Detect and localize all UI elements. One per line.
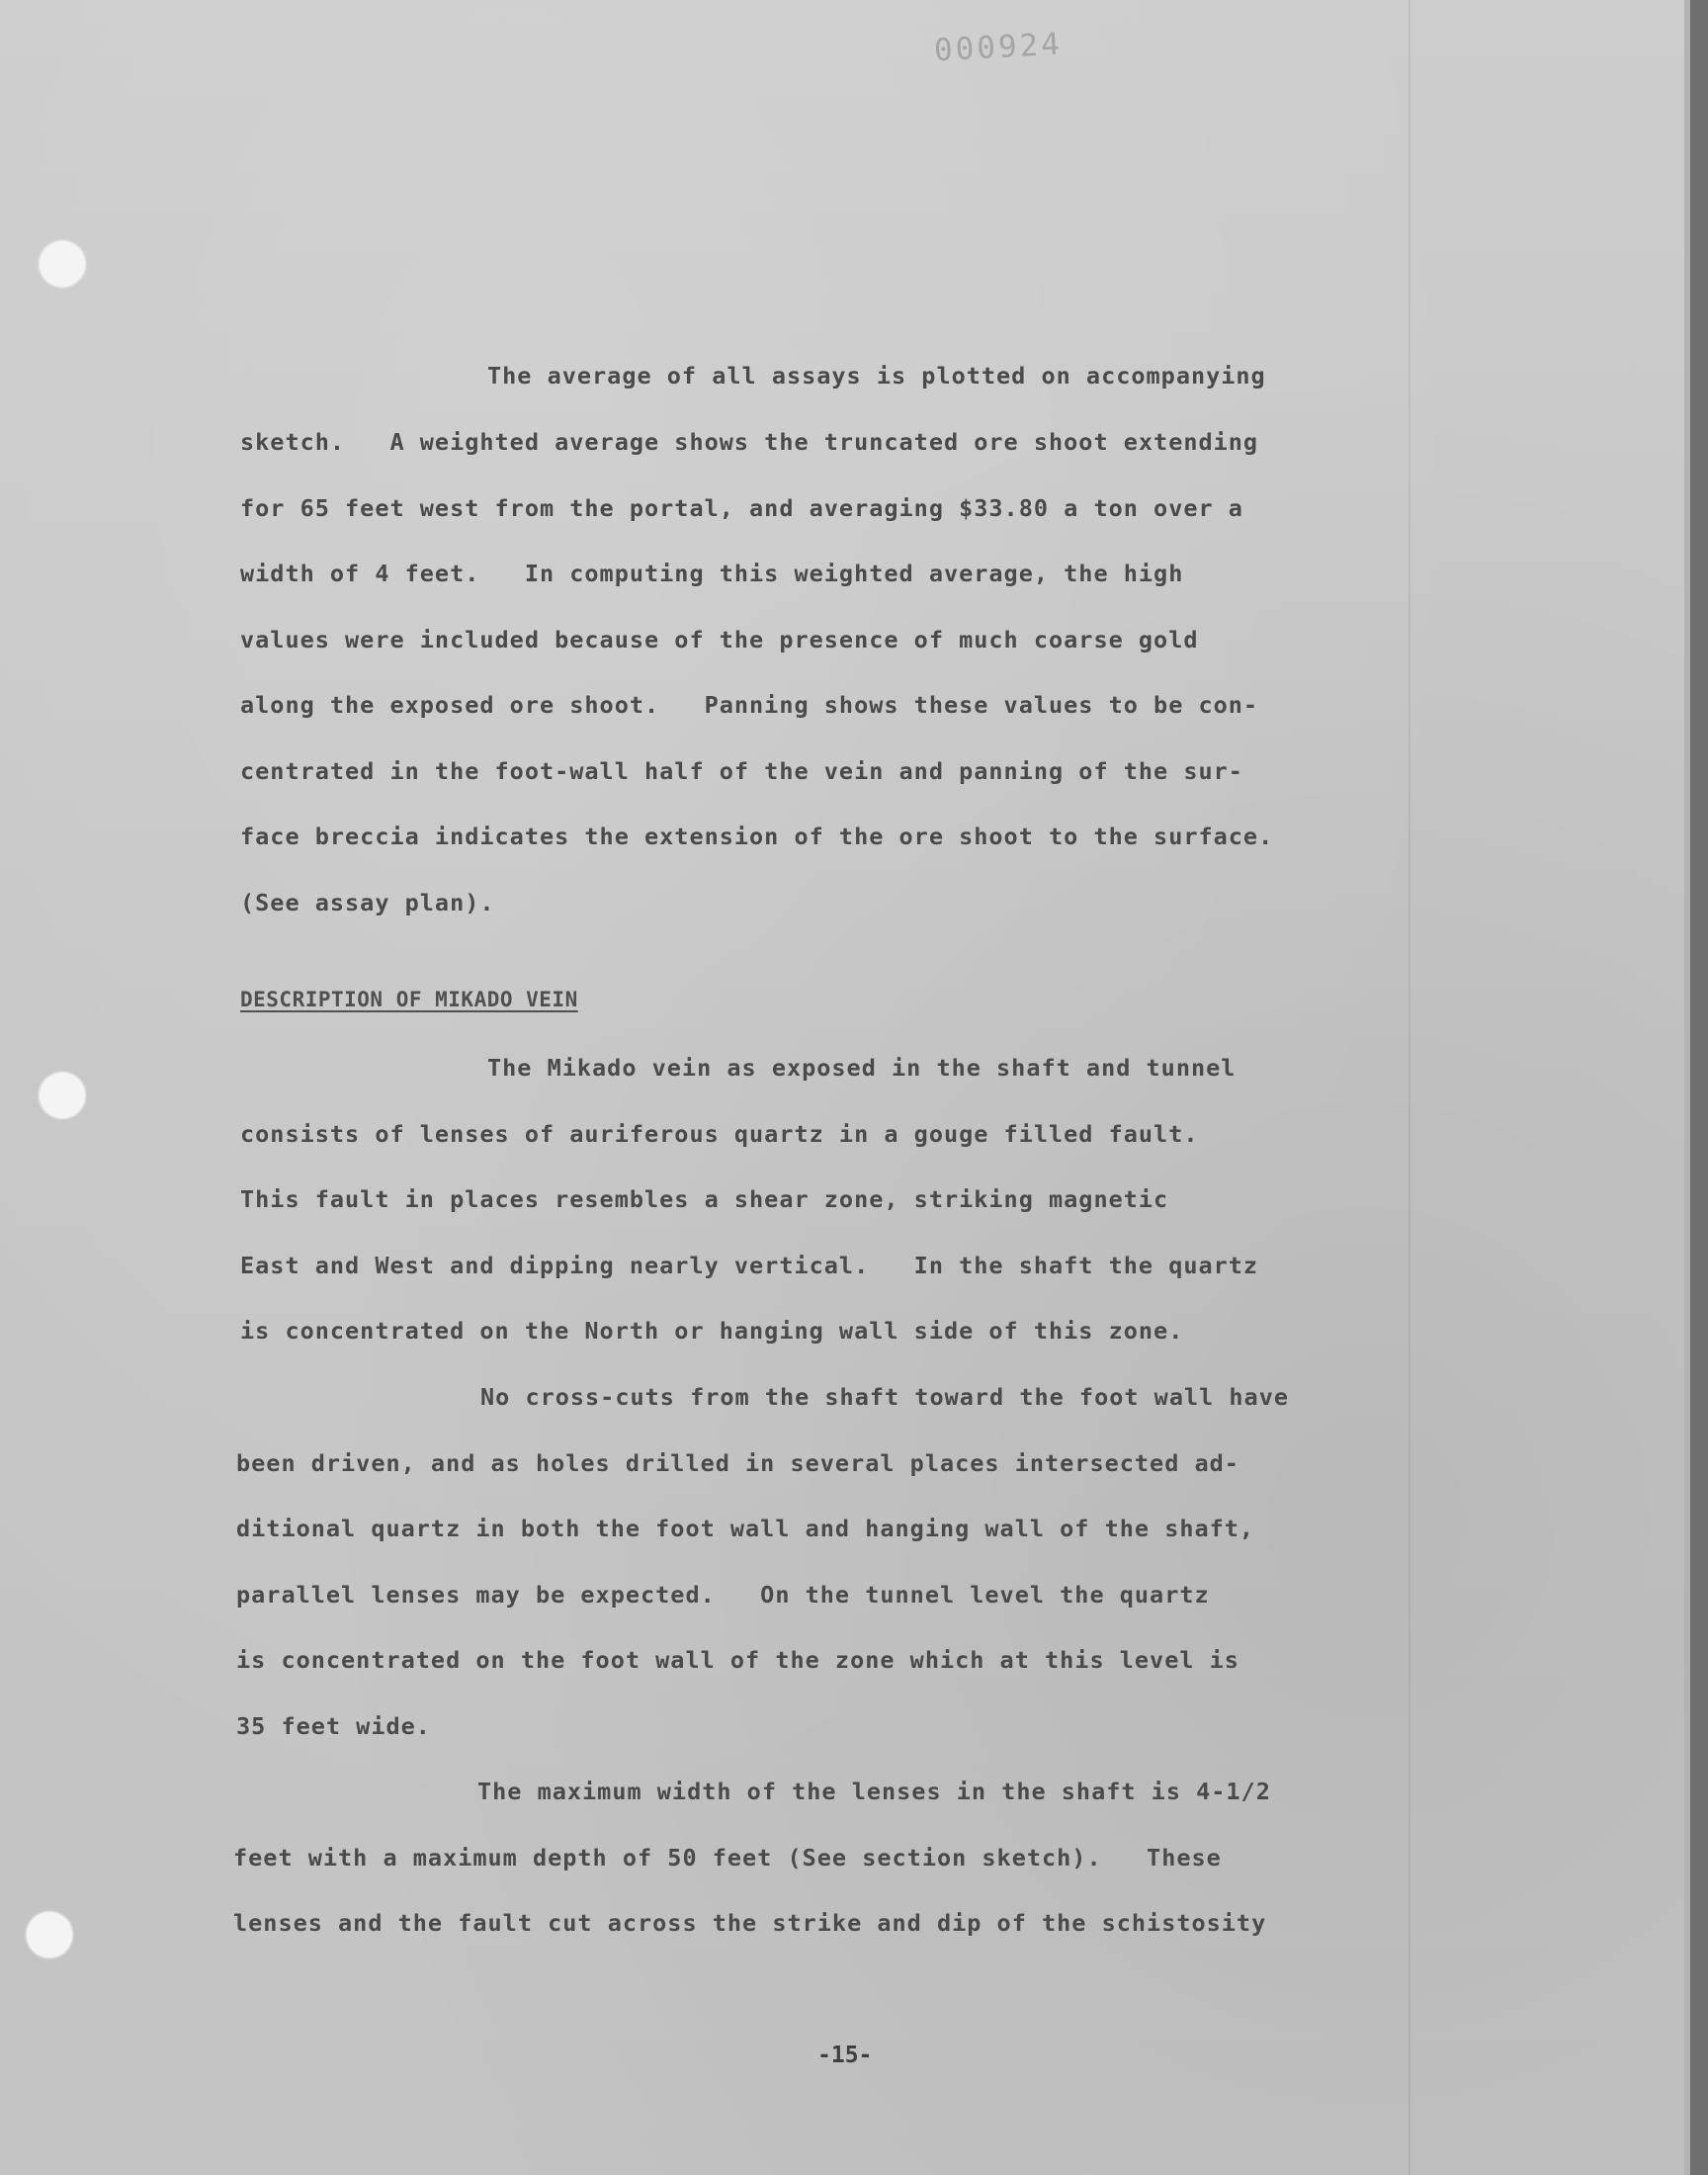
page-number: -15- <box>817 2043 873 2068</box>
text-line: is concentrated on the North or hanging wall side of this zone. <box>240 1317 1184 1345</box>
text-line: East and West and dipping nearly vertical. In the shaft the quartz <box>240 1252 1259 1279</box>
text-line: The average of all assays is plotted on accompanying <box>487 362 1266 390</box>
text-line: is concentrated on the foot wall of the zone which at this level is <box>236 1646 1239 1674</box>
text-line: face breccia indicates the extension of the ore shoot to the surface. <box>240 823 1274 850</box>
text-line: lenses and the fault cut across the strike and dip of the schistosity <box>233 1909 1267 1937</box>
punch-hole <box>27 1912 72 1958</box>
text-line: for 65 feet west from the portal, and averaging $33.80 a ton over a <box>240 494 1243 522</box>
text-line: feet with a maximum depth of 50 feet (See section sketch). These <box>233 1844 1222 1871</box>
text-line: parallel lenses may be expected. On the tunnel level the quartz <box>236 1581 1210 1609</box>
text-line: width of 4 feet. In computing this weighted average, the high <box>240 560 1184 587</box>
page-edge <box>1690 0 1708 2175</box>
text-line: (See assay plan). <box>240 889 495 916</box>
text-line: consists of lenses of auriferous quartz in a gouge filled fault. <box>240 1120 1199 1148</box>
text-line: along the exposed ore shoot. Panning shows these values to be con- <box>240 691 1259 719</box>
text-line: No cross-cuts from the shaft toward the foot wall have <box>480 1383 1290 1411</box>
document-stamp-number: 000924 <box>933 26 1064 69</box>
text-line: sketch. A weighted average shows the truncated ore shoot extending <box>240 428 1259 456</box>
punch-hole <box>40 241 85 287</box>
text-line: The maximum width of the lenses in the shaft is 4-1/2 <box>477 1778 1271 1805</box>
punch-hole <box>40 1073 85 1118</box>
text-line: The Mikado vein as exposed in the shaft and tunnel <box>487 1054 1237 1082</box>
text-line: been driven, and as holes drilled in several places intersected ad- <box>236 1449 1239 1477</box>
section-heading: DESCRIPTION OF MIKADO VEIN <box>240 988 578 1011</box>
text-line: 35 feet wide. <box>236 1712 431 1740</box>
page-fold-line <box>1409 0 1410 2175</box>
text-line: values were included because of the presence of much coarse gold <box>240 626 1199 653</box>
text-line: centrated in the foot-wall half of the vein and panning of the sur- <box>240 757 1243 785</box>
text-line: ditional quartz in both the foot wall and hanging wall of the shaft, <box>236 1515 1255 1542</box>
text-line: This fault in places resembles a shear zone, striking magnetic <box>240 1185 1169 1213</box>
